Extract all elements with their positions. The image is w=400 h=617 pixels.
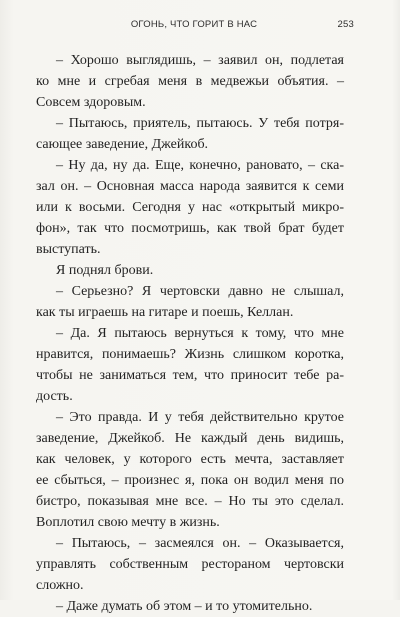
paragraph (36, 260, 344, 281)
text-line: чтобы не заниматься тем, что приносит тебе ра- (36, 368, 344, 383)
page-edge-shadow (392, 0, 400, 600)
paragraph (36, 323, 344, 407)
text-line: бистро, показывая мне все. – Но ты это сделал. (36, 494, 344, 509)
text-line: – Пытаюсь, приятель, пытаюсь. У тебя потря- (56, 116, 344, 131)
text-line: ее сбыться, – произнес я, пока он водил меня по (36, 473, 344, 488)
text-line: – Пытаюсь, – засмеялся он. – Оказывается, (56, 536, 344, 551)
running-title: ОГОНЬ, ЧТО ГОРИТ В НАС (130, 19, 258, 30)
text-line: – Да. Я пытаюсь вернуться к тому, что мне (56, 326, 344, 341)
text-line: Совсем здоровым. (36, 95, 146, 110)
text-line: – Серьезно? Я чертовски давно не слышал, (56, 284, 344, 299)
text-line: – Хорошо выглядишь, – заявил он, подлетая (56, 53, 344, 68)
paragraph (36, 113, 344, 155)
text-line: – Ну да, ну да. Еще, конечно, рановато, – ска- (56, 158, 344, 173)
text-line: – Это правда. И у тебя действительно крутое (56, 410, 344, 425)
paragraph (36, 533, 344, 596)
text-line: фон», так что посмотришь, как твой брат будет (36, 221, 344, 236)
paragraph (36, 407, 344, 533)
text-line: зал он. – Основная масса народа заявится к семи (36, 179, 344, 194)
text-line: дость. (36, 389, 73, 404)
text-line: сложно. (36, 578, 84, 593)
text-line: как человек, у которого есть мечта, заставляет (36, 452, 344, 467)
text-line: управлять собственным рестораном чертовски (36, 557, 344, 572)
text-line: Я поднял брови. (56, 263, 154, 278)
text-line: как ты играешь на гитаре и поешь, Келлан. (36, 305, 294, 320)
page-header (34, 19, 354, 33)
text-line: нравится, понимаешь? Жизнь слишком коротка, (36, 347, 344, 362)
text-line: – Даже думать об этом – и то утомительно. (56, 599, 313, 614)
body-text (36, 50, 344, 617)
paragraph (36, 50, 344, 113)
paragraph (36, 281, 344, 323)
page-number: 253 (337, 19, 354, 30)
text-line: Воплотил свою мечту в жизнь. (36, 515, 220, 530)
text-line: заведение, Джейкоб. Не каждый день видишь, (36, 431, 344, 446)
text-line: сающее заведение, Джейкоб. (36, 137, 209, 152)
text-line: ко мне и сгребая меня в медвежьи объятия. – (36, 74, 344, 89)
text-line: или к восьми. Сегодня у нас «открытый микро- (36, 200, 344, 215)
paragraph (36, 155, 344, 260)
text-line: выступать. (36, 242, 101, 257)
paragraph (36, 596, 344, 617)
